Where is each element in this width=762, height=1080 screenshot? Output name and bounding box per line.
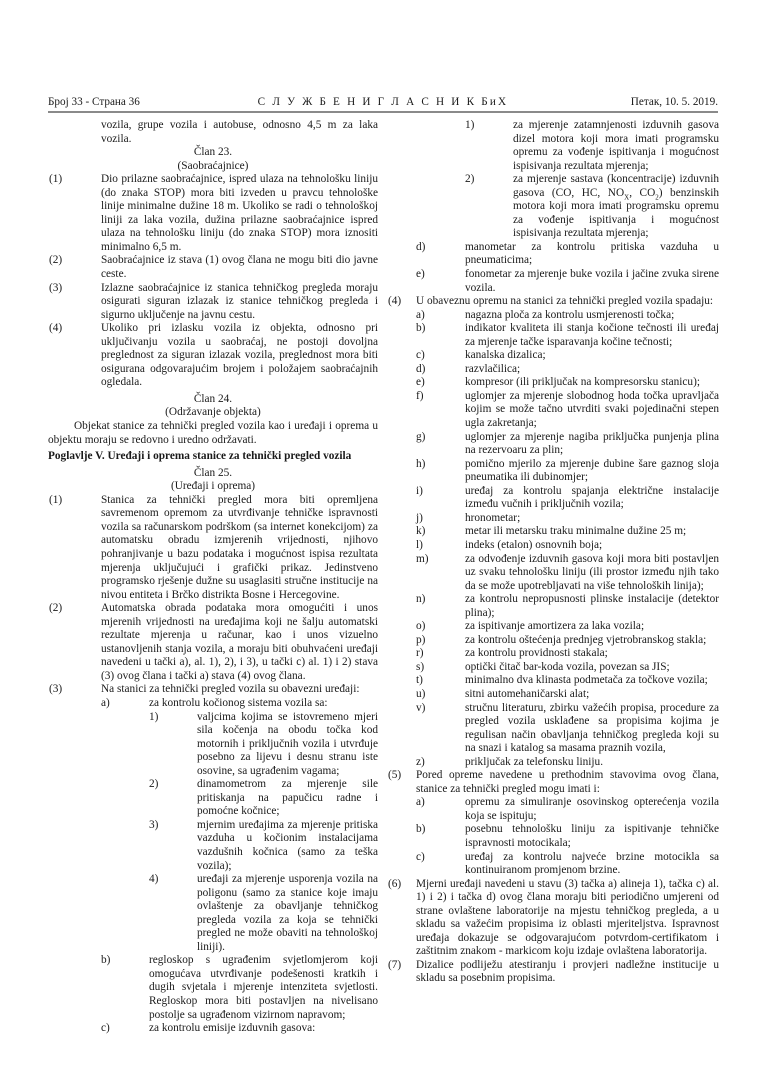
item-marker: b) <box>416 322 426 335</box>
article-25-title: Član 25. <box>193 466 233 479</box>
intro-continuation: vozila, grupe vozila i autobuse, odnosno 4,5 m za laka vozila. <box>101 119 378 145</box>
list-item <box>388 539 719 553</box>
item-marker: b) <box>416 823 426 836</box>
item-marker: f) <box>416 389 424 402</box>
article-25-paragraph-1 <box>48 494 378 602</box>
item-marker: n) <box>416 593 426 606</box>
article-25-paragraph-6 <box>388 878 719 959</box>
right-column <box>388 119 719 986</box>
item-text: indeks (etalon) osnovnih boja; <box>465 538 603 551</box>
article-24-title: Član 24. <box>193 392 233 405</box>
item-marker: a) <box>416 308 425 321</box>
item-marker: i) <box>416 484 423 497</box>
list-item <box>388 322 719 349</box>
paragraph-text: Ukoliko pri izlasku vozila iz objekta, odnosno pri uključivanju vozila u saobraćaj, ne postoji dovoljna preglednost za siguran izlazak vozila, preglednost mora biti osigurana odgovarajućim brojem i položajem saobraćajnih ogledala. <box>101 322 378 389</box>
item-marker: t) <box>416 674 423 687</box>
item-marker: g) <box>416 430 426 443</box>
item-text: minimalno dva klinasta podmetača za točkove vozila; <box>465 674 708 687</box>
item-marker: v) <box>416 701 426 714</box>
paragraph-marker: (1) <box>49 173 63 186</box>
item-marker: h) <box>416 457 426 470</box>
item-text: hronometar; <box>465 511 521 524</box>
subitem-marker: 1) <box>465 119 475 131</box>
item-marker: e) <box>416 268 425 281</box>
paragraph-marker: (7) <box>388 958 402 971</box>
item-marker: m) <box>416 552 429 565</box>
article-25-paragraph-7 <box>388 959 719 986</box>
article-24-text: Objekat stanice za tehnički pregled vozila kao i uređaji i oprema u objektu moraju se redovno i uredno održavati. <box>48 420 378 446</box>
item-text: uređaj za kontrolu spajanja električne instalacije između vučnih i priključnih vozila; <box>465 484 719 511</box>
item-text: metar ili metarsku traku minimalne dužine 25 m; <box>465 525 687 538</box>
subitem-text: dinamometrom za mjerenje sile pritiskanja na papučicu radne i pomoćne kočnice; <box>197 778 378 818</box>
item-3b <box>48 954 378 1022</box>
item-marker: r) <box>416 647 424 660</box>
item-marker: c) <box>416 850 425 863</box>
list-item <box>388 553 719 594</box>
item-3c-1 <box>388 119 719 173</box>
paragraph-text: Dizalice podliježu atestiranju i provjeri nadležne institucije u skladu sa posebnim propisima. <box>416 958 719 985</box>
list-item <box>388 485 719 512</box>
item-text: za kontrolu kočionog sistema vozila sa: <box>149 696 328 709</box>
item-text: indikator kvaliteta ili stanja kočione tečnosti ili uređaj za mjerenje tačke isparavanja kočine tečnosti; <box>465 322 719 348</box>
item-text: regloskop s ugrađenim svjetlomjerom koji omogućava utvrđivanje podešenosti kratkih i dugih svjetala i mjerenje intenziteta svjetlosti. Regloskop mora biti postavljen na nivelisano postolje sa ugrađenom vizirnom napravom; <box>149 954 378 1021</box>
list-item <box>388 674 719 688</box>
item-marker: d) <box>416 240 426 253</box>
list-item <box>388 647 719 661</box>
item-text: razvlačilica; <box>465 362 521 375</box>
paragraph-marker: (6) <box>388 877 402 890</box>
article-23-subtitle: (Saobraćajnice) <box>177 159 249 172</box>
item-3a-1 <box>48 711 378 779</box>
subscript-2: 2 <box>655 192 659 201</box>
item-text: fonometar za mjerenje buke vozila i jačine zvuka sirene vozila. <box>465 268 719 294</box>
item-marker: c) <box>101 1022 110 1035</box>
item-marker: a) <box>416 796 425 809</box>
item-text: uglomjer za mjerenje nagiba priključka punjenja plina na rezervoaru za plin; <box>465 430 719 457</box>
item-text: uglomjer za mjerenje slobodnog hoda točka upravljača kojim se može tačno utvrditi svaki pojedinačni stepen ugla zakretanja; <box>465 389 719 430</box>
page-header <box>48 95 718 113</box>
item-3a-2 <box>48 778 378 819</box>
article-23-paragraph-4 <box>48 322 378 390</box>
item-3d <box>388 241 719 268</box>
list-item <box>388 796 719 823</box>
paragraph-text: Izlazne saobraćajnice iz stanica tehničkog pregleda moraju osigurati siguran izlazak iz stanice tehničkog pregleda i sigurno uključenje na javnu cestu. <box>101 281 378 321</box>
subscript-x: X <box>624 192 630 201</box>
list-item <box>388 688 719 702</box>
article-23-title: Član 23. <box>193 146 233 159</box>
article-23-paragraph-3 <box>48 282 378 323</box>
paragraph-marker: (2) <box>49 602 63 615</box>
paragraph-marker: (4) <box>388 295 402 308</box>
item-3a-4 <box>48 873 378 954</box>
paragraph-marker: (2) <box>49 254 63 267</box>
paragraph-text: Pored opreme navedene u prethodnim stavovima ovog člana, stanice za tehnički pregled mogu imati i: <box>416 769 719 795</box>
item-text: pomično mjerilo za mjerenje dubine šare gaznog sloja pneumatika ili dubinomjer; <box>465 457 719 484</box>
article-25-paragraph-2 <box>48 602 378 683</box>
item-marker: s) <box>416 660 425 673</box>
article-25-paragraph-3 <box>48 683 378 697</box>
subitem-text-before: za mjerenje sastava (koncentracije) izduvnih gasova (CO, HC, NO <box>513 173 719 199</box>
item-marker: z) <box>416 755 425 768</box>
subitem-marker: 1) <box>149 710 159 723</box>
item-marker: a) <box>101 696 110 709</box>
item-3a <box>48 697 378 711</box>
item-text: nagazna ploča za kontrolu usmjerenosti točka; <box>465 308 675 321</box>
item-marker: c) <box>416 349 425 362</box>
subitem-text: mjernim uređajima za mjerenje pritiska vazduha u kočionim instalacijama vazdušnih kočnica (samo za teška vozila); <box>197 818 378 872</box>
subitem-text: valjcima kojima se istovremeno mjeri sila kočenja na obodu točka kod motornih i priključnih vozila i utvrđuje posebno za lijevu i desnu stranu iste osovine, sa ugrađenim vagama; <box>197 710 378 777</box>
list-item <box>388 431 719 458</box>
item-marker: e) <box>416 376 425 389</box>
subitem-text: uređaji za mjerenje usporenja vozila na poligonu (samo za stanice koje imaju ovlaštenje za obavljanje tehničkog pregleda vozila za koja se tehnički pregled ne može obaviti na tehnološkoj liniji). <box>197 873 378 953</box>
item-3c <box>48 1022 378 1036</box>
list-item <box>388 349 719 363</box>
item-text: stručnu literaturu, zbirku važećih propisa, procedure za pregled vozila usklađene sa propisima kojima je regulisan način obavljanja tehničkog pregleda koji su na snazi i katalog sa masama praznih vozila, <box>465 701 719 755</box>
list-item <box>388 756 719 770</box>
item-marker: d) <box>416 362 426 375</box>
list-item <box>388 390 719 431</box>
paragraph-text: Mjerni uređaji navedeni u stavu (3) tačka a) alineja 1), tačka c) al. 1) i 2) i tačka d) ovog člana moraju biti periodično umjereni od strane ovlaštene laboratorije na mjestu tehničkog pregleda, a u skladu sa važećim propisima iz oblasti mjeriteljstva. Ispravnost uređaja dokazuje se odgovarajućom potvrdom-certifikatom i zaštitnim znakom - markicom koju izdaje ovlaštena laboratorija. <box>416 877 719 958</box>
paragraph-marker: (4) <box>49 322 63 335</box>
item-text: za kontrolu emisije izduvnih gasova: <box>149 1022 316 1035</box>
item-marker: j) <box>416 511 423 524</box>
item-text: za ispitivanje amortizera za laka vozila; <box>465 620 645 633</box>
list-item <box>388 634 719 648</box>
item-text: za kontrolu nepropusnosti plinske instalacije (detektor plina); <box>465 593 719 619</box>
item-marker: o) <box>416 620 426 633</box>
list-item <box>388 525 719 539</box>
item-text: kanalska dizalica; <box>465 349 546 362</box>
list-item <box>388 309 719 323</box>
item-text: za kontrolu oštećenja prednjeg vjetrobranskog stakla; <box>465 633 707 646</box>
item-3e <box>388 268 719 295</box>
list-item <box>388 363 719 377</box>
article-25-paragraph-5 <box>388 769 719 796</box>
item-text: za odvođenje izduvnih gasova koji mora biti postavljen uz svaku tehnološku liniju (ili prostor između njih tako da se može upotrebljavati na više tehnoloških linija); <box>465 552 719 592</box>
paragraph-text: U obaveznu opremu na stanici za tehnički pregled vozila spadaju: <box>416 295 714 308</box>
item-text: kompresor (ili priključak na kompresorsku stanicu); <box>465 376 700 389</box>
article-24-subtitle: (Održavanje objekta) <box>165 406 261 419</box>
list-item <box>388 620 719 634</box>
item-text: priključak za telefonsku liniju. <box>465 755 604 768</box>
subitem-text: za mjerenje zatamnjenosti izduvnih gasova dizel motora koji mora imati programsku opremu za vođenje ispitivanja i mogućnost ispisivanja rezultata mjerenja; <box>513 119 719 172</box>
item-text: opremu za simuliranje osovinskog opterećenja vozila koja se ispituju; <box>465 796 719 822</box>
item-marker: k) <box>416 525 426 538</box>
list-item <box>388 593 719 620</box>
item-text: posebnu tehnološku liniju za ispitivanje tehničke ispravnosti motocikala; <box>465 823 719 849</box>
list-item <box>388 661 719 675</box>
list-item <box>388 512 719 526</box>
item-text: uređaj za kontrolu najveće brzine motocikla sa kontinuiranom promjenom brzine. <box>465 850 719 877</box>
subitem-text-after: ) benzinskih motora koji mora imati programsku opremu za vođenje ispitivanja i mogućnost ispisivanja rezultata mjerenja; <box>513 186 719 240</box>
article-25-subtitle: (Uređaji i oprema) <box>170 480 256 493</box>
subitem-marker: 2) <box>149 778 159 791</box>
item-marker: l) <box>416 538 423 551</box>
subitem-marker: 4) <box>149 873 159 886</box>
list-item <box>388 823 719 850</box>
item-text: manometar za kontrolu pritiska vazduha u pneumaticima; <box>465 240 719 267</box>
item-3a-3 <box>48 819 378 873</box>
paragraph-marker: (3) <box>49 281 63 294</box>
item-text: sitni automehaničarski alat; <box>465 687 590 700</box>
issue-date: Петак, 10. 5. 2019. <box>630 96 718 108</box>
paragraph-marker: (1) <box>49 493 63 506</box>
article-23-paragraph-2 <box>48 254 378 281</box>
item-marker: p) <box>416 633 426 646</box>
subitem-marker: 3) <box>149 818 159 831</box>
paragraph-marker: (3) <box>49 683 63 696</box>
item-text: optički čitač bar-koda vozila, povezan sa JIS; <box>465 660 670 673</box>
subitem-text-mid: , CO <box>629 186 656 199</box>
list-item <box>388 376 719 390</box>
chapter-heading: Poglavlje V. Uređaji i oprema stanice za tehnički pregled vozila <box>48 450 352 463</box>
paragraph-text: Na stanici za tehnički pregled vozila su obavezni uređaji: <box>101 683 360 696</box>
article-23-paragraph-1 <box>48 173 378 254</box>
issue-page-number: Број 33 - Страна 36 <box>48 96 140 108</box>
item-text: za kontrolu providnosti stakala; <box>465 647 608 660</box>
article-25-paragraph-4 <box>388 295 719 309</box>
paragraph-text: Automatska obrada podataka mora omogućiti i unos mjerenih vrijednosti na uređajima koji ne šalju automatski rezultate mjerenja u računar, kao i unos vizuelno ustanovljenih stanja vozila, a moraju biti obuhvaćeni uređaji navedeni u tački a), al. 1), 2), i 3), u tački c) al. 1) i 2) stava (3) ovog člana i tački a) stava (4) ovog člana. <box>101 602 378 682</box>
paragraph-marker: (5) <box>388 769 402 782</box>
left-column <box>48 119 378 1036</box>
item-marker: u) <box>416 687 426 700</box>
list-item <box>388 702 719 756</box>
item-3c-2 <box>388 173 719 241</box>
paragraph-text: Dio prilazne saobraćajnice, ispred ulaza na tehnološku liniju (do znaka STOP) mora biti izveden u pravcu tehnološke linije minimalne dužine 18 m. Ukoliko se radi o tehnološkoj liniji za laka vozila, dužina prilazne saobraćajnice ispred ulaza na tehnološku liniju (do znaka STOP) mora iznositi minimalno 6,5 m. <box>101 173 378 253</box>
list-item <box>388 458 719 485</box>
subitem-marker: 2) <box>465 173 475 186</box>
paragraph-text: Saobraćajnice iz stava (1) ovog člana ne mogu biti dio javne ceste. <box>101 254 378 281</box>
gazette-title: С Л У Ж Б Е Н И Г Л А С Н И К БиХ <box>257 96 509 108</box>
list-item <box>388 851 719 878</box>
item-marker: b) <box>101 954 111 967</box>
paragraph-text: Stanica za tehnički pregled mora biti opremljena savremenom opremom za utvrđivanje tehničke ispravnosti vozila sa računarskom podrškom (sa internet konekcijom) za automatsku obradu izmjerenih vrijednosti, njihovo pohranjivanje u bazu podataka i mogućnost ispisa rezultata mjerenja uključujući i grafički prikaz. Jedinstveno programsko rješenje dužne su usaglasiti stručne institucije na nivou entiteta i Brčko distrikta Bosne i Hercegovine. <box>101 493 378 601</box>
